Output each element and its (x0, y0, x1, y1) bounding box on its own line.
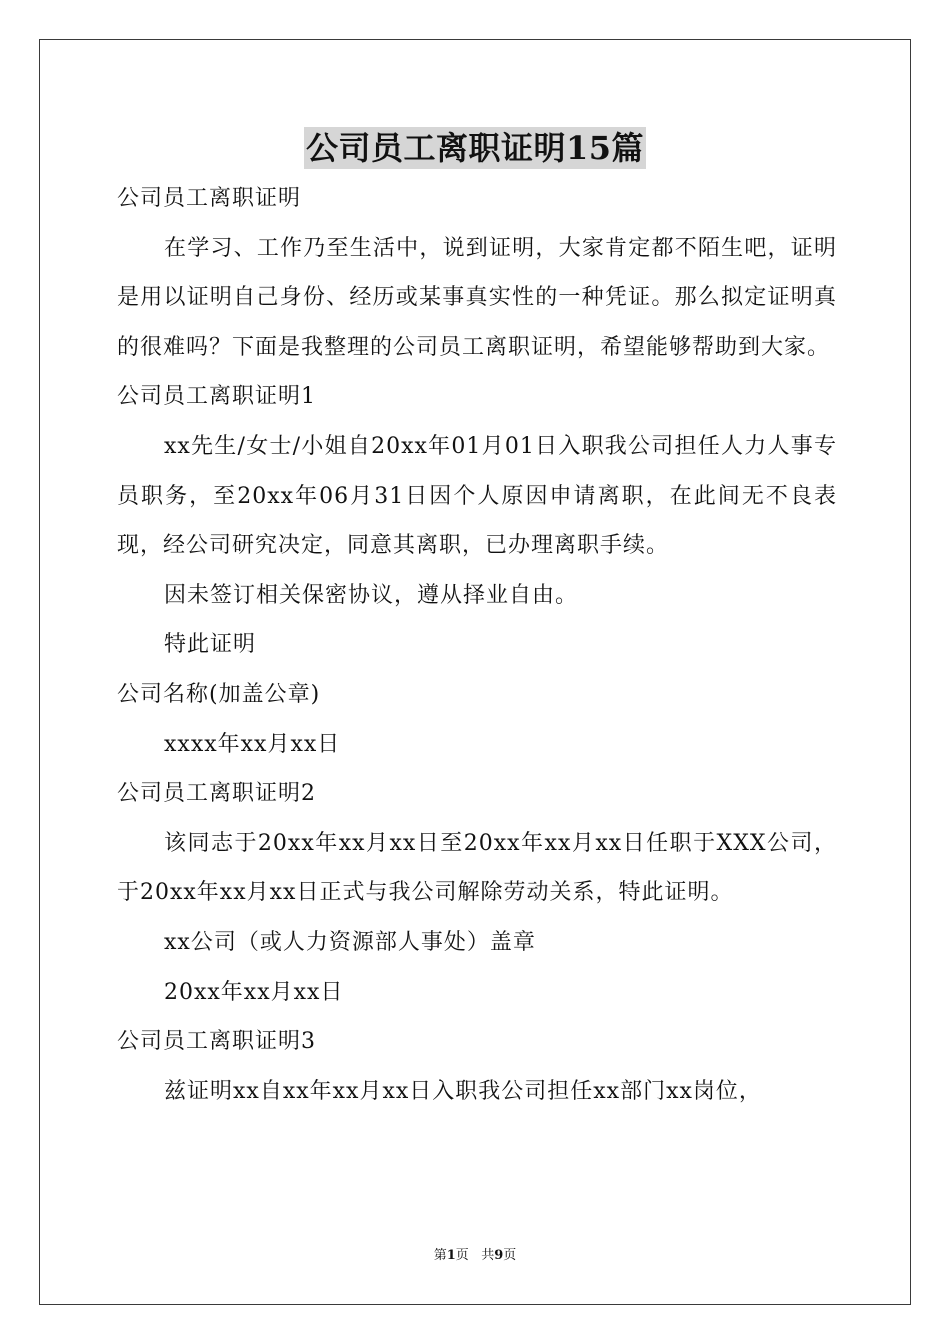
body-paragraph: xx先生/女士/小姐自20xx年01月01日入职我公司担任人力人事专员职务，至20xx年06月31日因个人原因申请离职，在此间无不良表现，经公司研究决定，同意其离职，已办理离职手续。 (117, 433, 837, 559)
body-paragraph: xxxx年xx月xx日 (164, 731, 341, 757)
section-heading: 公司员工离职证明3 (117, 1029, 316, 1055)
document-title: 公司员工离职证明15篇 (305, 129, 645, 167)
page-footer (0, 1247, 950, 1265)
body-paragraph: 该同志于20xx年xx月xx日至20xx年xx月xx日任职于XXX公司，于20xx年xx月xx日正式与我公司解除劳动关系，特此证明。 (117, 830, 837, 906)
page-prefix: 第 (433, 1248, 447, 1263)
total-prefix: 共 (481, 1248, 495, 1263)
body-paragraph: 在学习、工作乃至生活中，说到证明，大家肯定都不陌生吧，证明是用以证明自己身份、经历或某事真实性的一种凭证。那么拟定证明真的很难吗？下面是我整理的公司员工离职证明，希望能够帮助到大家。 (117, 235, 837, 360)
body-paragraph: 因未签订相关保密协议，遵从择业自由。 (164, 582, 579, 608)
section-heading: 公司名称(加盖公章) (117, 681, 321, 707)
section-heading: 公司员工离职证明2 (117, 781, 316, 807)
body-paragraph: 特此证明 (164, 632, 257, 658)
body-paragraph: xx公司（或人力资源部人事处）盖章 (164, 929, 536, 955)
total-suffix: 页 (503, 1248, 517, 1263)
body-paragraph: 兹证明xx自xx年xx月xx日入职我公司担任xx部门xx岗位， (164, 1078, 762, 1104)
section-heading: 公司员工离职证明 (117, 186, 302, 211)
body-paragraph: 20xx年xx月xx日 (164, 979, 344, 1005)
page-suffix: 页 (455, 1248, 469, 1263)
page-number: 1 (446, 1248, 456, 1263)
title-wrap (0, 127, 950, 169)
document-body (117, 174, 837, 1116)
section-heading: 公司员工离职证明1 (117, 384, 316, 410)
total-pages: 9 (494, 1248, 504, 1263)
